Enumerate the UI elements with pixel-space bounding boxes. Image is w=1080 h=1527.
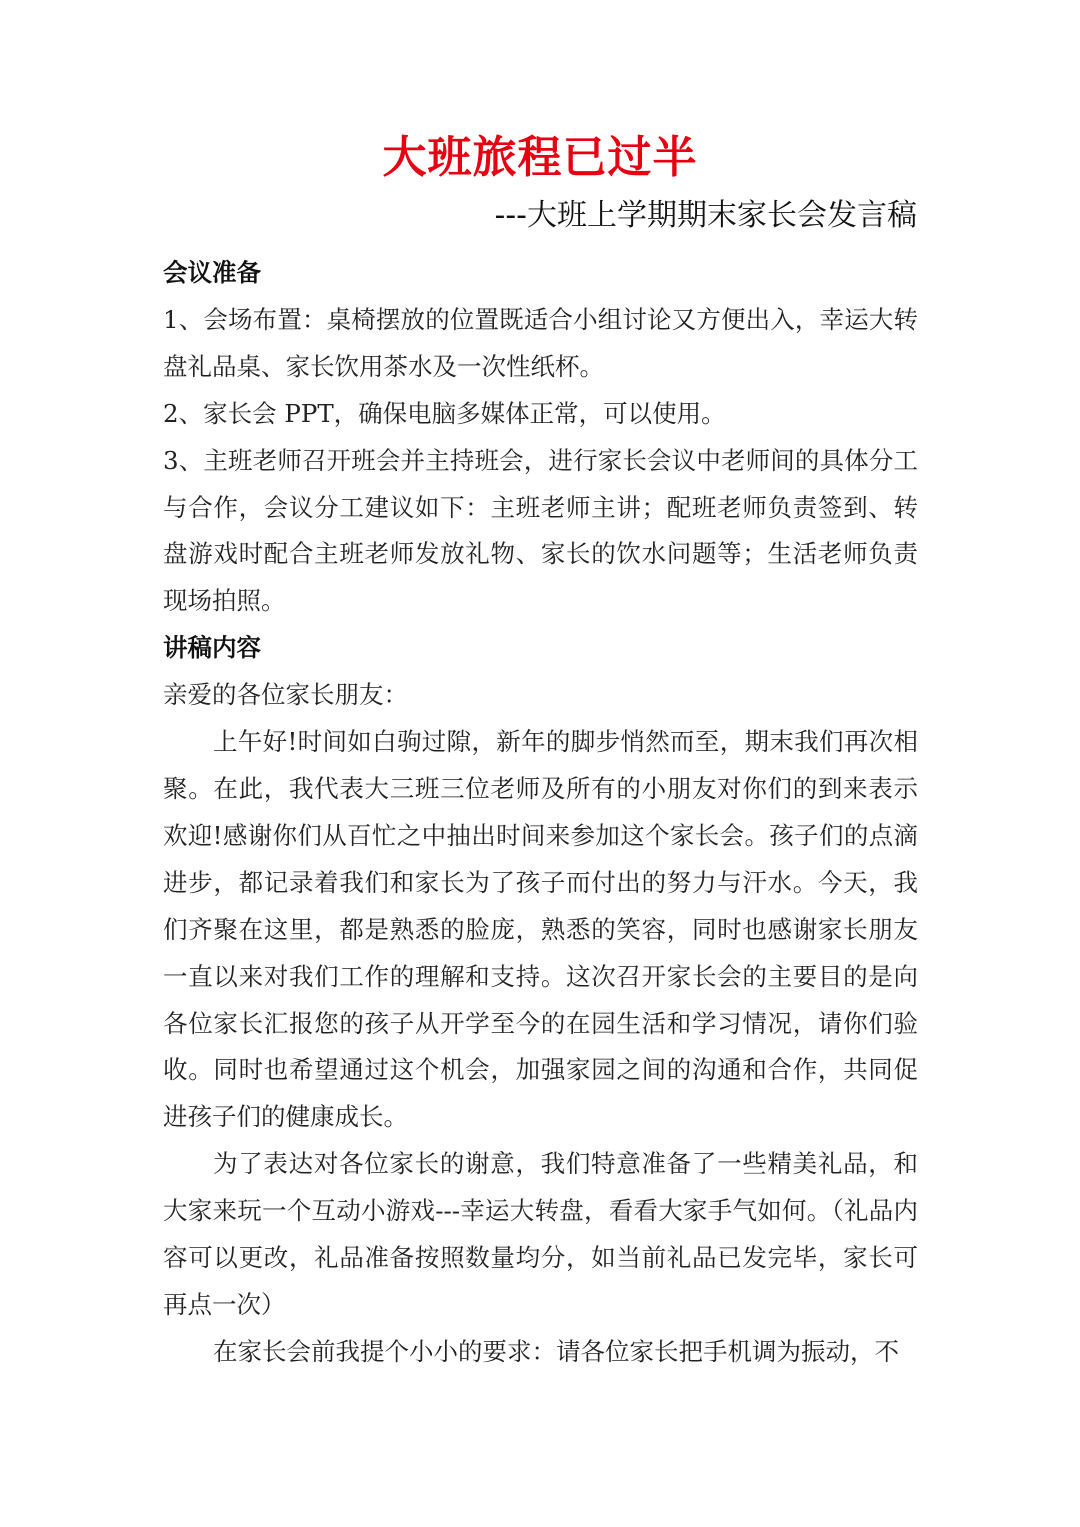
section-heading-speech: 讲稿内容 (163, 633, 261, 663)
document-body (163, 250, 918, 1376)
document-subtitle: ---大班上学期期末家长会发言稿 (494, 198, 917, 233)
speech-paragraph-3: 在家长会前我提个小小的要求：请各位家长把手机调为振动，不 (213, 1336, 899, 1366)
prep-item-1: 1、会场布置：桌椅摆放的位置既适合小组讨论又方便出入，幸运大转盘礼品桌、家长饮用茶水及一次性纸杯。 (163, 304, 918, 381)
section-heading-preparation: 会议准备 (163, 258, 261, 287)
speech-paragraph-2: 为了表达对各位家长的谢意，我们特意准备了一些精美礼品，和大家来玩一个互动小游戏---幸运大转盘，看看大家手气如何。（礼品内容可以更改，礼品准备按照数量均分，如当前礼品已发完毕，家长可再点一次） (163, 1149, 918, 1319)
prep-item-3: 3、主班老师召开班会并主持班会，进行家长会议中老师间的具体分工与合作，会议分工建议如下：主班老师主讲；配班老师负责签到、转盘游戏时配合主班老师发放礼物、家长的饮水问题等；生活老师负责现场拍照。 (163, 445, 918, 616)
speech-greeting: 亲爱的各位家长朋友： (163, 680, 408, 710)
prep-item-2: 2、家长会 PPT，确保电脑多媒体正常，可以使用。 (163, 398, 726, 428)
document-title: 大班旅程已过半 (382, 132, 698, 183)
speech-paragraph-1: 上午好!时间如白驹过隙，新年的脚步悄然而至，期末我们再次相聚。在此，我代表大三班三位老师及所有的小朋友对你们的到来表示欢迎!感谢你们从百忙之中抽出时间来参加这个家长会。孩子们的点滴进步，都记录着我们和家长为了孩子而付出的努力与汗水。今天，我们齐聚在这里，都是熟悉的脸庞，熟悉的笑容，同时也感谢家长朋友一直以来对我们工作的理解和支持。这次召开家长会的主要目的是向各位家长汇报您的孩子从开学至今的在园生活和学习情况，请你们验收。同时也希望通过这个机会，加强家园之间的沟通和合作，共同促进孩子们的健康成长。 (163, 727, 918, 1132)
